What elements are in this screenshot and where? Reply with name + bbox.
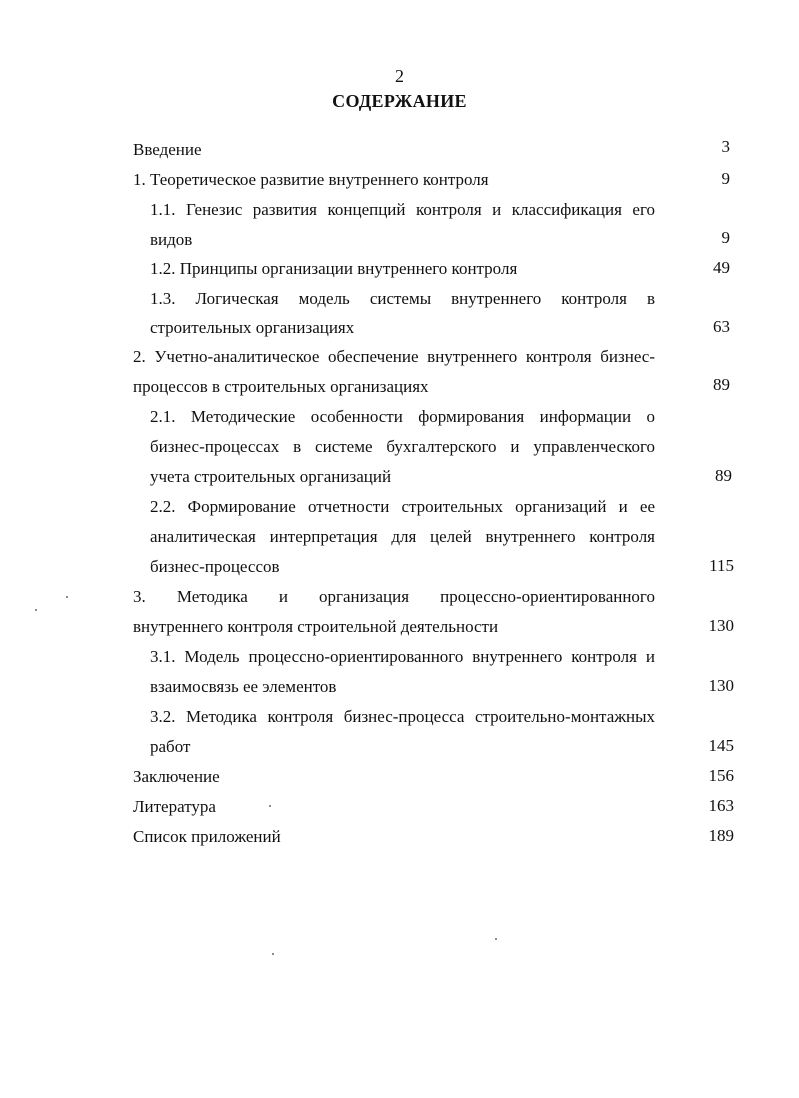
toc-entry-page: 115	[709, 556, 734, 575]
toc-entry-text: 3.1. Модель процессно-ориентированного внутреннего контроля и	[150, 647, 655, 666]
toc-entry-text-cont: строительных организациях	[150, 318, 355, 337]
toc-entry-page: 3	[721, 137, 730, 156]
toc-entry-page: 63	[713, 317, 730, 336]
toc-entry-page: 130	[708, 616, 734, 635]
toc-entry-text-cont: процессов в строительных организациях	[133, 377, 429, 396]
toc-entry-text-cont: аналитическая интерпретация для целей внутреннего контроля	[150, 527, 655, 546]
toc-entry-text: 1.1. Генезис развития концепций контроля и классификация его	[150, 200, 655, 219]
toc-entry-text-cont: взаимосвязь ее элементов	[150, 677, 337, 696]
toc-entry-page: 49	[713, 258, 730, 277]
toc-entry-page: 9	[721, 169, 730, 188]
toc-entry-text: 1.3. Логическая модель системы внутреннего контроля в	[150, 289, 655, 308]
toc-entry-text-cont: внутреннего контроля строительной деятельности	[133, 617, 499, 636]
toc-entry-page: 9	[721, 228, 730, 247]
scan-speck	[35, 609, 37, 611]
scan-speck	[269, 805, 271, 807]
page-number: 2	[395, 66, 404, 86]
toc-entry-text: 2. Учетно-аналитическое обеспечение внутреннего контроля бизнес-	[133, 347, 655, 366]
toc-entry-text-cont: учета строительных организаций	[150, 467, 392, 486]
toc-entry-text: Заключение	[133, 767, 220, 786]
scan-speck	[66, 596, 68, 598]
toc-entry-text-cont: видов	[150, 230, 193, 249]
toc-entry-page: 189	[708, 826, 734, 845]
toc-entry-text-cont: бизнес-процессах в системе бухгалтерского и управленческого	[150, 437, 655, 456]
toc-entry-text: 3. Методика и организация процессно-ориентированного	[133, 587, 655, 606]
toc-entry-text: 3.2. Методика контроля бизнес-процесса строительно-монтажных	[150, 707, 655, 726]
toc-entry-page: 89	[715, 466, 732, 485]
toc-entry-page: 145	[708, 736, 734, 755]
toc-entry-page: 130	[708, 676, 734, 695]
scan-speck	[272, 953, 274, 955]
toc-entry-text: 2.1. Методические особенности формирования информации о	[150, 407, 655, 426]
toc-entry-text: Список приложений	[133, 827, 281, 846]
toc-entry-text: 2.2. Формирование отчетности строительных организаций и ее	[150, 497, 655, 516]
toc-entry-text: Литература	[133, 797, 216, 816]
toc-entry-text: 1. Теоретическое развитие внутреннего контроля	[133, 170, 489, 189]
toc-entry-page: 156	[708, 766, 734, 785]
toc-entry-text-cont: работ	[150, 737, 191, 756]
toc-entry-page: 89	[713, 375, 730, 394]
page-title: СОДЕРЖАНИЕ	[332, 91, 467, 111]
toc-entry-text-cont: бизнес-процессов	[150, 557, 280, 576]
toc-entry-text: 1.2. Принципы организации внутреннего контроля	[150, 259, 518, 278]
toc-entry-text: Введение	[133, 140, 202, 159]
scan-speck	[495, 938, 497, 940]
toc-entry-page: 163	[708, 796, 734, 815]
